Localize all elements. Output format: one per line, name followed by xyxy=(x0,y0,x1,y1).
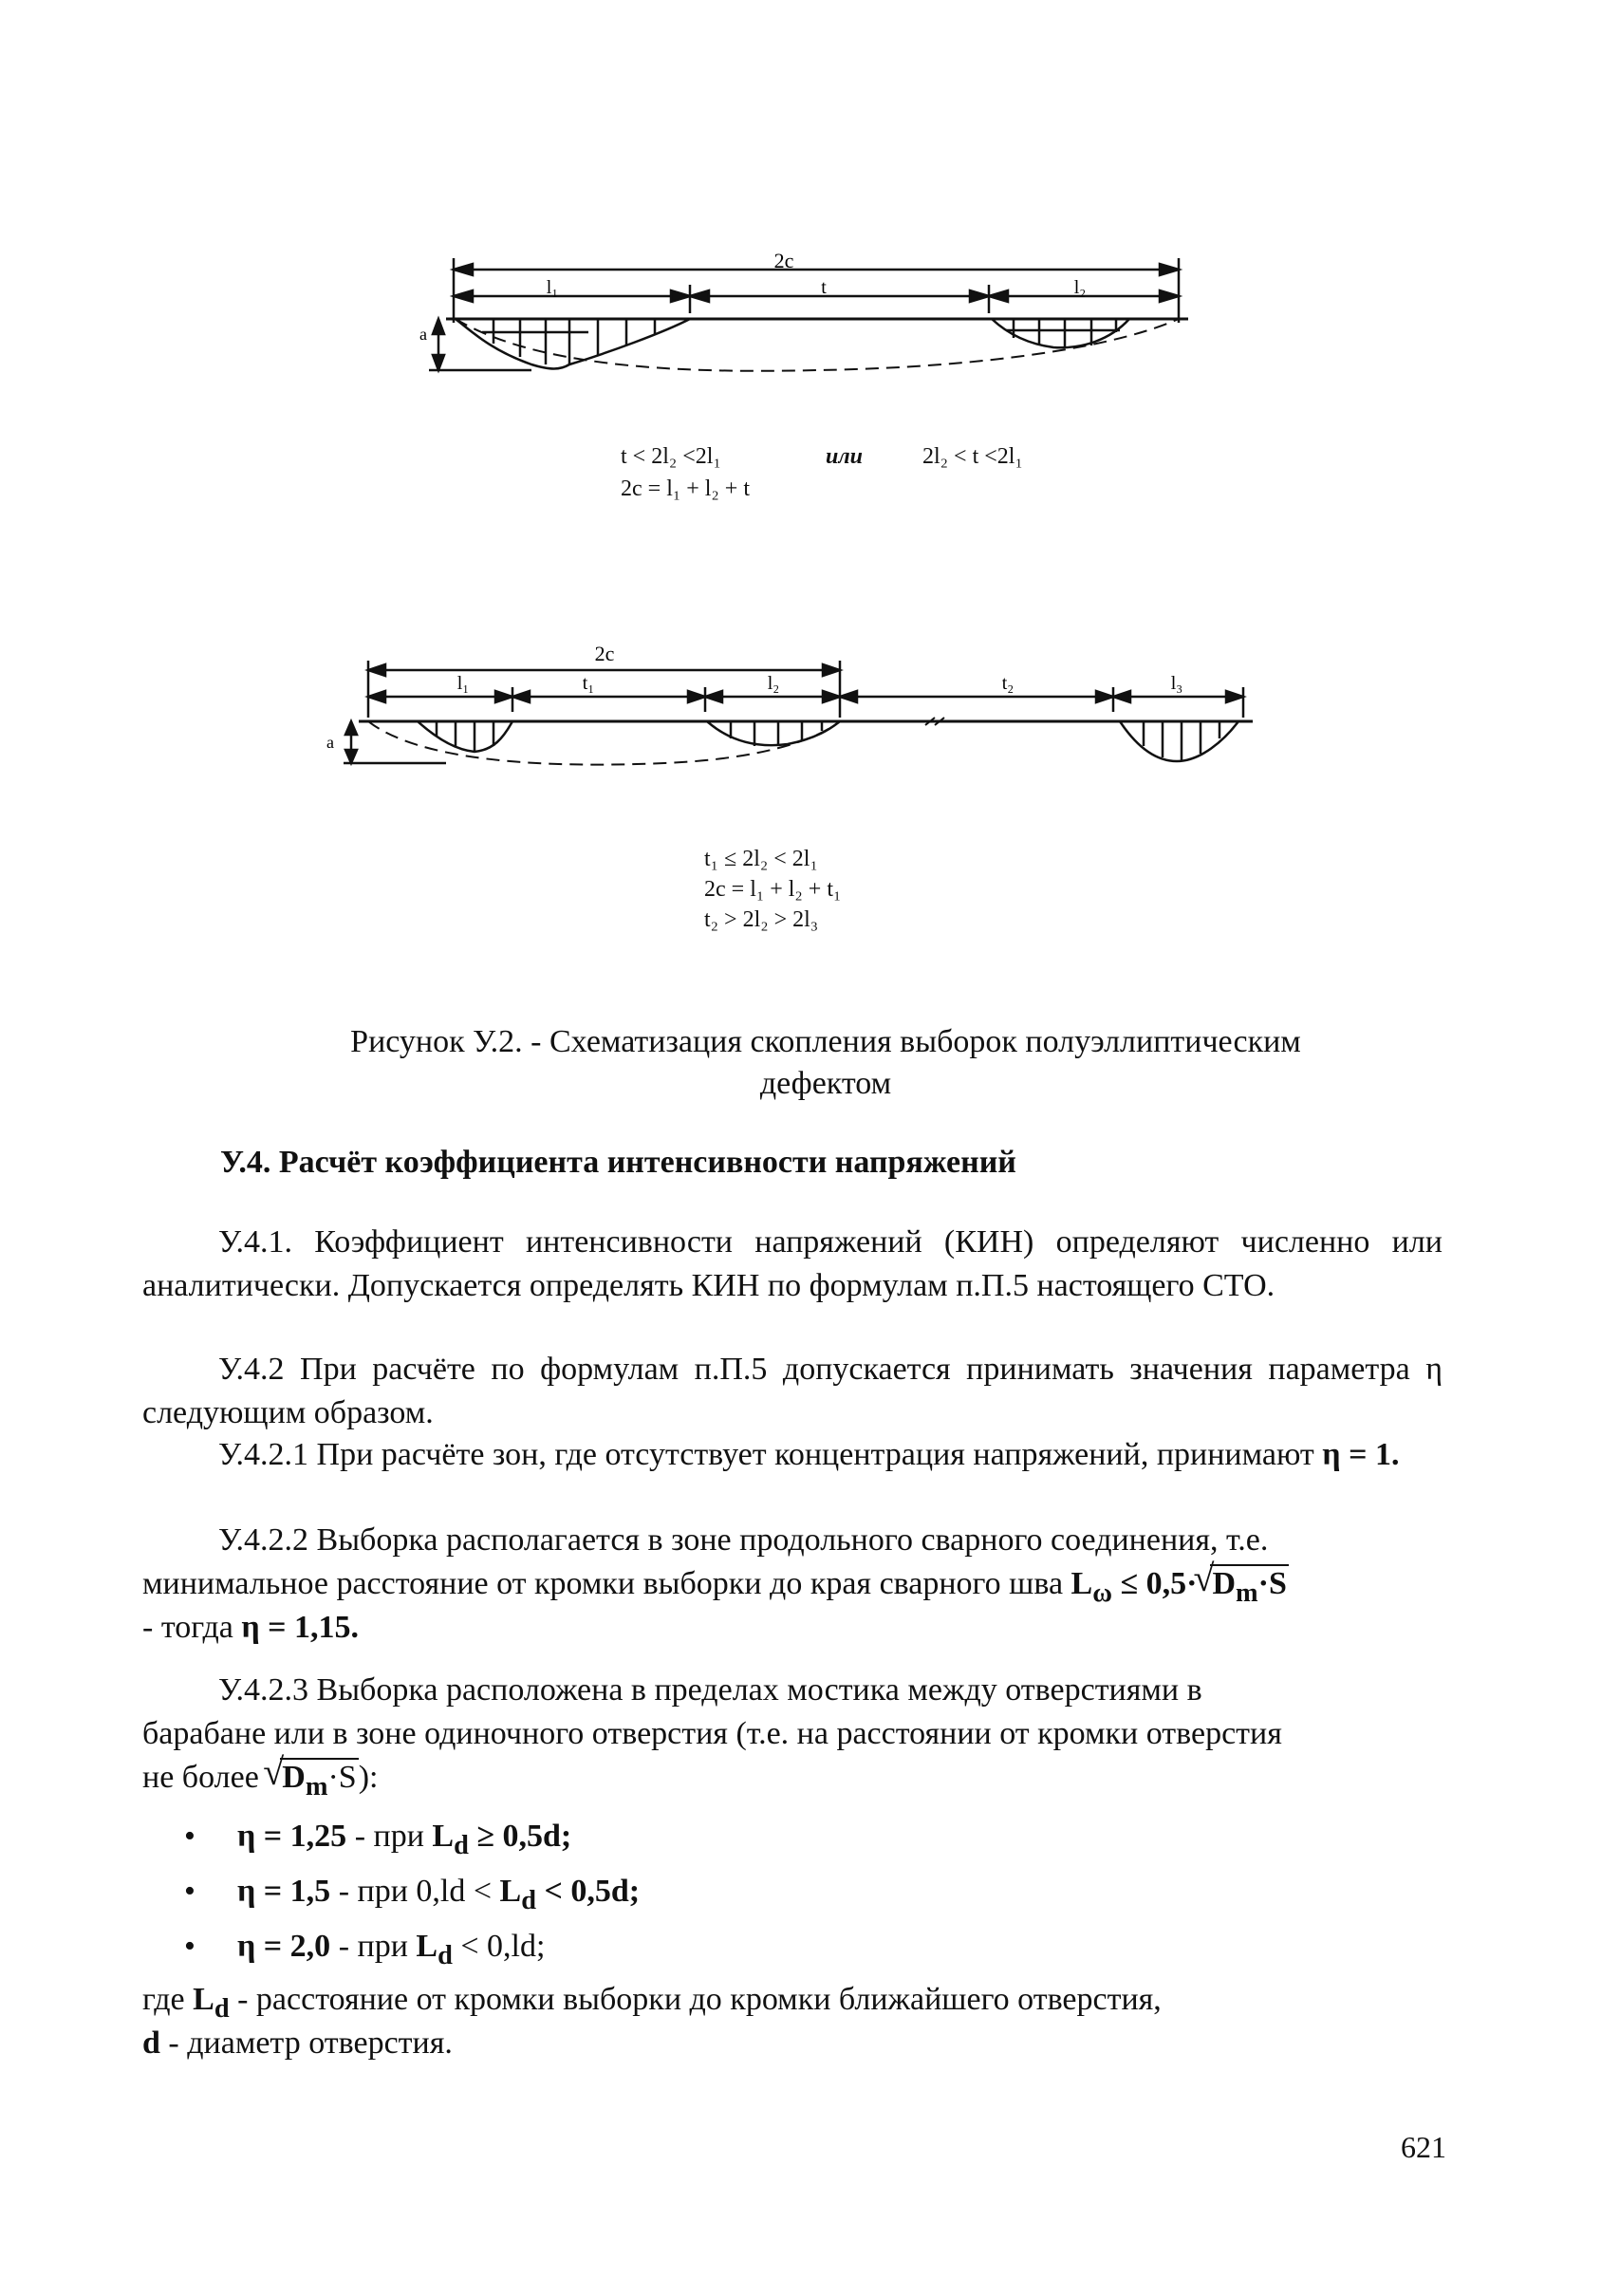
figure-caption-line1: Рисунок У.2. - Схематизация скопления выборок полуэллиптическим xyxy=(350,1024,1301,1059)
fig1-label-l1: l₁ xyxy=(546,277,559,298)
bullet-2-tail: < 0,5d; xyxy=(535,1874,641,1909)
page-number: 621 xyxy=(1401,2130,1446,2164)
paragraph-u422-line1: У.4.2.2 Выборка располагается в зоне продольного сварного соединения, т.е. xyxy=(218,1522,1269,1558)
bullet-2-eta: η = 1,5 xyxy=(237,1874,331,1909)
paragraph-u423-line1: У.4.2.3 Выборка расположена в пределах мостика между отверстиями в xyxy=(218,1672,1202,1708)
paragraph-u421 xyxy=(142,1433,1443,1477)
u423-prefix: не более xyxy=(142,1760,259,1795)
where-ld-text: - расстояние от кромки выборки до кромки ближайшего отверстия, xyxy=(229,1982,1162,2017)
fig2-label-t1: t₁ xyxy=(582,673,595,694)
u423-suffix: ): xyxy=(358,1760,379,1795)
fig1-sum: 2c = l₁ + l₂ + t xyxy=(621,476,750,501)
fig2-condition-3: t₂ > 2l₂ > 2l₃ xyxy=(704,907,819,932)
fig1-condition-left: t < 2l₂ <2l₁ xyxy=(621,444,721,469)
fig2-label-2c: 2c xyxy=(594,642,615,665)
paragraph-u41 xyxy=(142,1221,1443,1308)
fig2-label-l1: l₁ xyxy=(456,673,470,694)
where-ld-symbol: L xyxy=(193,1982,214,2017)
bullet-2-sub: d xyxy=(521,1885,536,1915)
fig1-condition-or: или xyxy=(826,444,864,469)
section-heading: У.4. Расчёт коэффициента интенсивности напряжений xyxy=(220,1145,1016,1180)
bullet-3-tail: < 0,ld; xyxy=(452,1929,546,1964)
fig2-label-a: a xyxy=(326,733,334,752)
paragraph-u42 xyxy=(142,1348,1443,1435)
bullet-1-tail: ≥ 0,5d; xyxy=(468,1819,572,1854)
bullet-3-sub: d xyxy=(437,1940,453,1970)
fig1-label-a: a xyxy=(419,325,427,344)
dm2-tail: ·S xyxy=(327,1760,357,1795)
bullet-dot-icon: • xyxy=(184,1929,195,1964)
bullet-2-mid: - при 0,ld < xyxy=(330,1874,500,1909)
fig2-condition-1: t₁ ≤ 2l₂ < 2l₁ xyxy=(704,847,818,871)
bullet-1-sub: d xyxy=(454,1830,469,1860)
dm2-symbol: D xyxy=(282,1760,306,1795)
figure-1-diagram xyxy=(0,0,1601,399)
where-ld-sub: d xyxy=(214,1993,230,2024)
paragraph-u423-line3 xyxy=(142,1756,1443,1809)
bullet-2-l: L xyxy=(499,1874,522,1909)
bullet-1-l: L xyxy=(432,1819,455,1854)
fig1-condition-right: 2l₂ < t <2l₁ xyxy=(922,444,1023,469)
fig1-label-t: t xyxy=(821,277,827,298)
u422-then: - тогда xyxy=(142,1610,233,1645)
fig1-label-2c: 2c xyxy=(773,249,794,272)
paragraph-u422-line3 xyxy=(142,1606,1443,1650)
paragraph-u421-eta: η = 1. xyxy=(1322,1437,1400,1472)
bullet-3-eta: η = 2,0 xyxy=(237,1929,331,1964)
fig2-label-t2: t₂ xyxy=(1001,673,1015,694)
where-d-symbol: d xyxy=(142,2025,160,2061)
paragraph-u423-line2: барабане или в зоне одиночного отверстия (т.е. на расстоянии от кромки отверстия xyxy=(142,1716,1282,1751)
sqrt-dm-s-2 xyxy=(267,1756,358,1809)
l-omega-symbol: L xyxy=(1070,1566,1093,1601)
fig2-condition-2: 2c = l₁ + l₂ + t₁ xyxy=(704,877,842,902)
paragraph-u42-text: У.4.2 При расчёте по формулам п.П.5 допускается принимать значения параметра η следующим образом. xyxy=(142,1352,1443,1430)
u422-eta: η = 1,15. xyxy=(241,1610,360,1645)
bullet-1-mid: - при xyxy=(346,1819,433,1854)
u422-le: ≤ 0,5· xyxy=(1120,1566,1198,1601)
bullet-3-mid: - при xyxy=(330,1929,417,1964)
u422-text: минимальное расстояние от кромки выборки до края сварного шва xyxy=(142,1566,1064,1601)
dm-sub: m xyxy=(1236,1577,1258,1608)
bullet-dot-icon: • xyxy=(184,1874,195,1909)
figure-2-diagram xyxy=(0,626,1601,797)
paragraph-u421-text: У.4.2.1 При расчёте зон, где отсутствует концентрация напряжений, принимают xyxy=(218,1437,1314,1472)
bullet-1-eta: η = 1,25 xyxy=(237,1819,347,1854)
dm-symbol: D xyxy=(1212,1566,1236,1601)
bullet-dot-icon: • xyxy=(184,1819,195,1854)
where-line-2 xyxy=(142,2022,1443,2065)
fig2-label-l2: l₂ xyxy=(767,673,780,694)
fig2-label-l3: l₃ xyxy=(1170,673,1183,694)
dm2-sub: m xyxy=(305,1771,328,1801)
l-omega-sub: ω xyxy=(1092,1577,1112,1608)
bullet-3-l: L xyxy=(416,1929,438,1964)
fig1-label-l2: l₂ xyxy=(1073,277,1087,298)
dm-tail: ·S xyxy=(1257,1566,1287,1601)
paragraph-u41-text: У.4.1. Коэффициент интенсивности напряжений (КИН) определяют численно или аналитически. Допускается определять КИН по формулам п.П.5 настоящего СТО. xyxy=(142,1224,1443,1303)
where-d-text: - диаметр отверстия. xyxy=(159,2025,453,2061)
figure-caption-line2: дефектом xyxy=(759,1066,892,1101)
where-prefix: где xyxy=(142,1982,185,2017)
